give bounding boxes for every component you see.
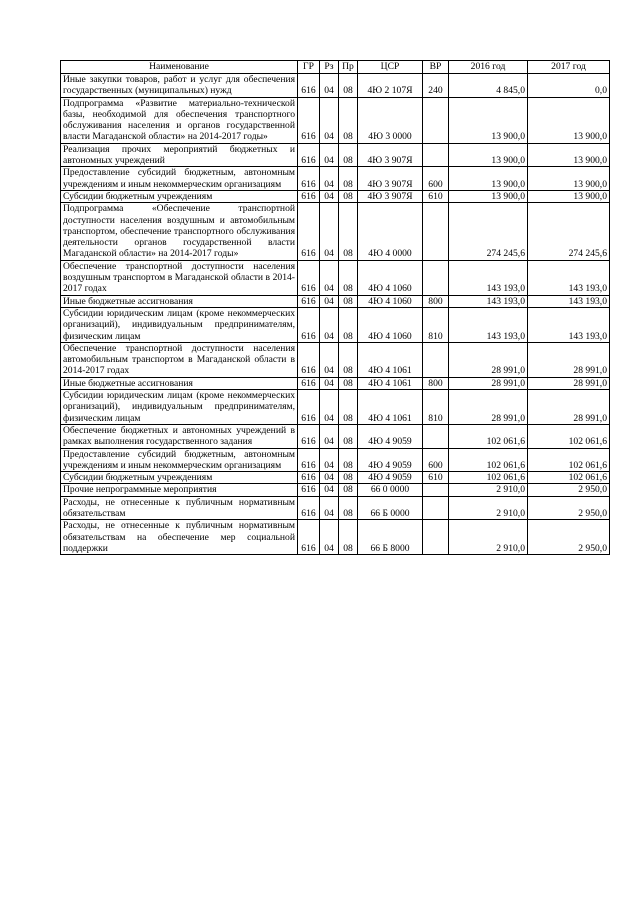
table-row [61, 307, 610, 342]
row-csr: 66 0 0000 [358, 484, 423, 496]
header-rz: Рз [320, 61, 339, 74]
row-pr: 08 [339, 307, 358, 342]
row-amount-2016: 13 900,0 [449, 97, 528, 143]
row-pr: 08 [339, 472, 358, 484]
row-vr: 610 [423, 190, 449, 202]
row-csr: 66 Б 0000 [358, 496, 423, 520]
row-amount-2017: 13 900,0 [528, 190, 610, 202]
budget-table [60, 60, 610, 555]
row-vr: 240 [423, 74, 449, 98]
row-gr: 616 [298, 203, 320, 260]
row-csr: 4Ю 4 1060 [358, 260, 423, 295]
row-amount-2016: 2 910,0 [449, 496, 528, 520]
table-row [61, 472, 610, 484]
row-rz: 04 [320, 167, 339, 191]
row-amount-2017: 102 061,6 [528, 424, 610, 448]
row-vr [423, 342, 449, 377]
row-name: Подпрограмма «Развитие материально-технической базы, необходимой для обеспечения транспортного обслуживания населения и органов государственной власти Магаданской области» на 2014-2017 годы» [61, 97, 298, 143]
row-name: Прочие непрограммные мероприятия [61, 484, 298, 496]
row-amount-2016: 13 900,0 [449, 190, 528, 202]
row-pr: 08 [339, 190, 358, 202]
row-rz: 04 [320, 143, 339, 167]
row-vr: 800 [423, 377, 449, 389]
row-vr [423, 203, 449, 260]
row-vr [423, 143, 449, 167]
row-gr: 616 [298, 448, 320, 472]
row-csr: 4Ю 3 907Я [358, 190, 423, 202]
row-gr: 616 [298, 260, 320, 295]
row-vr: 810 [423, 307, 449, 342]
row-rz: 04 [320, 377, 339, 389]
row-amount-2016: 143 193,0 [449, 260, 528, 295]
table-row [61, 424, 610, 448]
row-amount-2017: 28 991,0 [528, 390, 610, 425]
row-amount-2017: 143 193,0 [528, 260, 610, 295]
row-amount-2016: 102 061,6 [449, 448, 528, 472]
row-gr: 616 [298, 295, 320, 307]
row-csr: 4Ю 3 0000 [358, 97, 423, 143]
row-amount-2016: 28 991,0 [449, 390, 528, 425]
row-gr: 616 [298, 167, 320, 191]
row-gr: 616 [298, 484, 320, 496]
row-rz: 04 [320, 390, 339, 425]
row-rz: 04 [320, 484, 339, 496]
table-row [61, 390, 610, 425]
table-row [61, 342, 610, 377]
row-csr: 4Ю 4 9059 [358, 424, 423, 448]
row-rz: 04 [320, 496, 339, 520]
row-amount-2017: 28 991,0 [528, 342, 610, 377]
header-2016: 2016 год [449, 61, 528, 74]
row-rz: 04 [320, 307, 339, 342]
row-amount-2017: 102 061,6 [528, 472, 610, 484]
row-name: Субсидии юридическим лицам (кроме некоммерческих организаций), индивидуальным предпринимателям, физическим лицам [61, 307, 298, 342]
row-vr [423, 520, 449, 555]
row-pr: 08 [339, 377, 358, 389]
row-name: Иные закупки товаров, работ и услуг для обеспечения государственных (муниципальных) нужд [61, 74, 298, 98]
table-row [61, 448, 610, 472]
row-amount-2016: 102 061,6 [449, 424, 528, 448]
table-row [61, 143, 610, 167]
table-row [61, 377, 610, 389]
row-name: Предоставление субсидий бюджетным, автономным учреждениям и иным некоммерческим организациям [61, 167, 298, 191]
row-amount-2017: 143 193,0 [528, 295, 610, 307]
row-gr: 616 [298, 520, 320, 555]
row-amount-2016: 2 910,0 [449, 484, 528, 496]
row-pr: 08 [339, 143, 358, 167]
row-gr: 616 [298, 390, 320, 425]
row-rz: 04 [320, 520, 339, 555]
table-row [61, 520, 610, 555]
row-pr: 08 [339, 260, 358, 295]
header-vr: ВР [423, 61, 449, 74]
table-row [61, 484, 610, 496]
row-csr: 66 Б 8000 [358, 520, 423, 555]
row-name: Расходы, не отнесенные к публичным нормативным обязательствам на обеспечение мер социальной поддержки [61, 520, 298, 555]
row-amount-2017: 274 245,6 [528, 203, 610, 260]
row-amount-2017: 13 900,0 [528, 167, 610, 191]
row-amount-2016: 143 193,0 [449, 307, 528, 342]
header-2017: 2017 год [528, 61, 610, 74]
row-amount-2016: 2 910,0 [449, 520, 528, 555]
table-row [61, 496, 610, 520]
row-rz: 04 [320, 260, 339, 295]
row-pr: 08 [339, 203, 358, 260]
row-rz: 04 [320, 424, 339, 448]
row-gr: 616 [298, 424, 320, 448]
row-vr [423, 496, 449, 520]
row-pr: 08 [339, 167, 358, 191]
row-csr: 4Ю 4 0000 [358, 203, 423, 260]
row-amount-2017: 143 193,0 [528, 307, 610, 342]
row-csr: 4Ю 4 1061 [358, 390, 423, 425]
row-csr: 4Ю 3 907Я [358, 143, 423, 167]
table-header-row [61, 61, 610, 74]
row-csr: 4Ю 4 1061 [358, 377, 423, 389]
row-pr: 08 [339, 342, 358, 377]
row-amount-2017: 28 991,0 [528, 377, 610, 389]
row-vr [423, 484, 449, 496]
table-row [61, 203, 610, 260]
row-pr: 08 [339, 295, 358, 307]
header-csr: ЦСР [358, 61, 423, 74]
table-row [61, 74, 610, 98]
row-amount-2017: 2 950,0 [528, 520, 610, 555]
row-vr: 600 [423, 448, 449, 472]
row-name: Предоставление субсидий бюджетным, автономным учреждениям и иным некоммерческим организациям [61, 448, 298, 472]
row-vr: 600 [423, 167, 449, 191]
row-rz: 04 [320, 448, 339, 472]
row-name: Обеспечение транспортной доступности населения воздушным транспортом в Магаданской области в 2014- 2017 годах [61, 260, 298, 295]
row-name: Иные бюджетные ассигнования [61, 295, 298, 307]
row-csr: 4Ю 2 107Я [358, 74, 423, 98]
table-row [61, 190, 610, 202]
row-csr: 4Ю 4 1060 [358, 295, 423, 307]
row-amount-2016: 4 845,0 [449, 74, 528, 98]
row-name: Субсидии бюджетным учреждениям [61, 190, 298, 202]
row-vr [423, 97, 449, 143]
table-row [61, 167, 610, 191]
row-name: Расходы, не отнесенные к публичным нормативным обязательствам [61, 496, 298, 520]
row-amount-2017: 13 900,0 [528, 97, 610, 143]
table-row [61, 295, 610, 307]
row-amount-2017: 13 900,0 [528, 143, 610, 167]
row-name: Субсидии юридическим лицам (кроме некоммерческих организаций), индивидуальным предпринимателям, физическим лицам [61, 390, 298, 425]
row-amount-2017: 102 061,6 [528, 448, 610, 472]
row-pr: 08 [339, 97, 358, 143]
row-gr: 616 [298, 496, 320, 520]
table-body [61, 74, 610, 555]
row-name: Иные бюджетные ассигнования [61, 377, 298, 389]
row-pr: 08 [339, 484, 358, 496]
header-name: Наименование [61, 61, 298, 74]
row-pr: 08 [339, 448, 358, 472]
row-gr: 616 [298, 342, 320, 377]
row-amount-2016: 13 900,0 [449, 167, 528, 191]
row-name: Подпрограмма «Обеспечение транспортной доступности населения воздушным и автомобильным транспортом, обеспечение транспортного обслуживания деятельности органов государственной власти Магаданской области» на 2014-2017 годы» [61, 203, 298, 260]
header-gr: ГР [298, 61, 320, 74]
row-rz: 04 [320, 472, 339, 484]
row-csr: 4Ю 4 1061 [358, 342, 423, 377]
row-amount-2017: 2 950,0 [528, 496, 610, 520]
row-rz: 04 [320, 295, 339, 307]
row-csr: 4Ю 4 9059 [358, 472, 423, 484]
row-vr: 810 [423, 390, 449, 425]
row-vr: 800 [423, 295, 449, 307]
row-gr: 616 [298, 74, 320, 98]
row-csr: 4Ю 4 9059 [358, 448, 423, 472]
row-vr: 610 [423, 472, 449, 484]
row-name: Субсидии бюджетным учреждениям [61, 472, 298, 484]
table-row [61, 260, 610, 295]
row-pr: 08 [339, 520, 358, 555]
row-gr: 616 [298, 377, 320, 389]
row-amount-2016: 274 245,6 [449, 203, 528, 260]
row-gr: 616 [298, 97, 320, 143]
row-name: Реализация прочих мероприятий бюджетных и автономных учреждений [61, 143, 298, 167]
row-csr: 4Ю 4 1060 [358, 307, 423, 342]
row-vr [423, 424, 449, 448]
row-rz: 04 [320, 74, 339, 98]
document-page [60, 60, 609, 555]
row-gr: 616 [298, 143, 320, 167]
row-pr: 08 [339, 424, 358, 448]
row-amount-2016: 143 193,0 [449, 295, 528, 307]
row-amount-2016: 13 900,0 [449, 143, 528, 167]
row-amount-2016: 28 991,0 [449, 377, 528, 389]
row-amount-2017: 0,0 [528, 74, 610, 98]
header-pr: Пр [339, 61, 358, 74]
row-rz: 04 [320, 203, 339, 260]
row-pr: 08 [339, 74, 358, 98]
row-gr: 616 [298, 190, 320, 202]
row-rz: 04 [320, 97, 339, 143]
row-csr: 4Ю 3 907Я [358, 167, 423, 191]
row-rz: 04 [320, 190, 339, 202]
row-gr: 616 [298, 307, 320, 342]
row-pr: 08 [339, 390, 358, 425]
row-name: Обеспечение транспортной доступности населения автомобильным транспортом в Магаданской области в 2014-2017 годах [61, 342, 298, 377]
row-vr [423, 260, 449, 295]
row-amount-2017: 2 950,0 [528, 484, 610, 496]
row-name: Обеспечение бюджетных и автономных учреждений в рамках выполнения государственного задания [61, 424, 298, 448]
row-pr: 08 [339, 496, 358, 520]
table-row [61, 97, 610, 143]
row-amount-2016: 102 061,6 [449, 472, 528, 484]
row-rz: 04 [320, 342, 339, 377]
row-amount-2016: 28 991,0 [449, 342, 528, 377]
row-gr: 616 [298, 472, 320, 484]
